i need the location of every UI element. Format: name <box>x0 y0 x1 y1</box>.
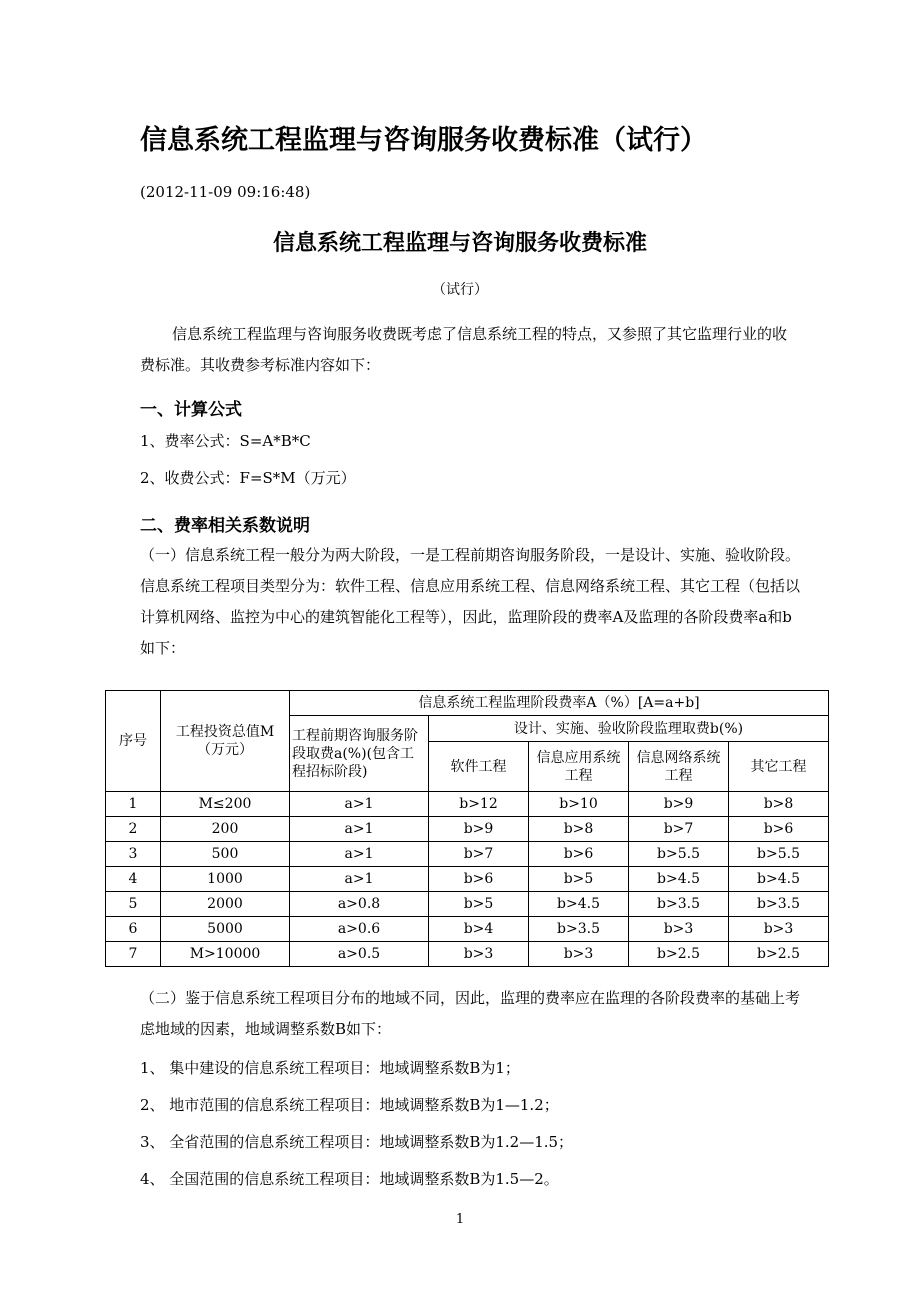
section-1-title: 一、计算公式 <box>140 400 242 420</box>
section-2-paragraph-1: （一）信息系统工程一般分为两大阶段，一是工程前期咨询服务阶段，一是设计、实施、验收阶段。信息系统工程项目类型分为：软件工程、信息应用系统工程、信息网络系统工程、其它工程（包括以计算机网络、监控为中心的建筑智能化工程等），因此，监理阶段的费率A及监理的各阶段费率a和b如下： <box>140 546 801 657</box>
table-cell: 500 <box>161 842 290 867</box>
document-title: 信息系统工程监理与咨询服务收费标准（试行） <box>140 125 707 156</box>
table-cell: b>4.5 <box>729 867 829 892</box>
table-cell: 6 <box>106 917 161 942</box>
intro-paragraph: 信息系统工程监理与咨询服务收费既考虑了信息系统工程的特点，又参照了其它监理行业的收费标准。其收费参考标准内容如下： <box>140 325 788 374</box>
table-row <box>106 792 829 817</box>
table-cell: b>4.5 <box>529 892 629 917</box>
table-row <box>106 892 829 917</box>
table-row <box>106 867 829 892</box>
table-row <box>106 917 829 942</box>
table-cell: b>5.5 <box>629 842 729 867</box>
region-item-2: 2、 地市范围的信息系统工程项目：地域调整系数B为1—1.2； <box>140 1096 559 1114</box>
table-cell: b>5 <box>529 867 629 892</box>
table-cell: b>12 <box>429 792 529 817</box>
table-cell: b>3.5 <box>529 917 629 942</box>
table-cell: b>5.5 <box>729 842 829 867</box>
table-cell: b>9 <box>629 792 729 817</box>
table-cell: 2 <box>106 817 161 842</box>
main-heading: 信息系统工程监理与咨询服务收费标准 <box>272 231 647 256</box>
table-cell: b>3.5 <box>729 892 829 917</box>
table-cell: b>10 <box>529 792 629 817</box>
table-cell: b>3 <box>429 942 529 967</box>
region-item-1: 1、 集中建设的信息系统工程项目：地域调整系数B为1； <box>140 1059 520 1077</box>
table-cell: b>9 <box>429 817 529 842</box>
table-cell: b>6 <box>429 867 529 892</box>
sub-heading: （试行） <box>432 282 488 298</box>
region-item-3: 3、 全省范围的信息系统工程项目：地域调整系数B为1.2—1.5； <box>140 1133 574 1151</box>
table-cell: b>3 <box>629 917 729 942</box>
table-cell: 7 <box>106 942 161 967</box>
table-cell: b>6 <box>529 842 629 867</box>
table-cell: 2000 <box>161 892 290 917</box>
table-row <box>106 842 829 867</box>
table-cell: b>3.5 <box>629 892 729 917</box>
formula-1: 1、费率公式：S=A*B*C <box>140 432 311 450</box>
table-cell: b>7 <box>429 842 529 867</box>
table-cell: b>4.5 <box>629 867 729 892</box>
table-cell: b>2.5 <box>729 942 829 967</box>
table-cell: b>4 <box>429 917 529 942</box>
table-cell: b>2.5 <box>629 942 729 967</box>
table-cell: a>0.5 <box>290 942 429 967</box>
table-cell: b>3 <box>529 942 629 967</box>
table-cell: a>1 <box>290 842 429 867</box>
table-cell: 1 <box>106 792 161 817</box>
table-cell: 4 <box>106 867 161 892</box>
table-cell: b>8 <box>729 792 829 817</box>
table-cell: 5 <box>106 892 161 917</box>
table-cell: b>5 <box>429 892 529 917</box>
header-design-stage: 设计、实施、验收阶段监理取费b(%) <box>429 716 829 742</box>
header-rate: 信息系统工程监理阶段费率A（%）[A=a+b] <box>290 691 829 716</box>
table-cell: a>0.6 <box>290 917 429 942</box>
table-cell: a>1 <box>290 867 429 892</box>
table-cell: 1000 <box>161 867 290 892</box>
header-pre-stage: 工程前期咨询服务阶段取费a(%)(包含工程招标阶段) <box>290 716 429 792</box>
section-2-paragraph-2: （二）鉴于信息系统工程项目分布的地域不同，因此，监理的费率应在监理的各阶段费率的基础上考虑地域的因素，地域调整系数B如下： <box>140 989 801 1038</box>
region-item-4: 4、 全国范围的信息系统工程项目：地域调整系数B为1.5—2。 <box>140 1170 559 1188</box>
table-cell: M>10000 <box>161 942 290 967</box>
table-cell: b>3 <box>729 917 829 942</box>
table-cell: b>8 <box>529 817 629 842</box>
fee-rate-table <box>105 690 829 967</box>
table-cell: a>1 <box>290 792 429 817</box>
publish-date: (2012-11-09 09:16:48) <box>140 183 311 201</box>
formula-2: 2、收费公式：F=S*M（万元） <box>140 469 356 487</box>
table-cell: 5000 <box>161 917 290 942</box>
table-cell: a>1 <box>290 817 429 842</box>
header-invest: 工程投资总值M（万元） <box>161 691 290 792</box>
table-cell: M≤200 <box>161 792 290 817</box>
table-row <box>106 817 829 842</box>
header-app-system: 信息应用系统工程 <box>529 742 629 792</box>
section-2-title: 二、费率相关系数说明 <box>140 516 310 536</box>
table-cell: b>6 <box>729 817 829 842</box>
table-cell: 3 <box>106 842 161 867</box>
header-software: 软件工程 <box>429 742 529 792</box>
table-cell: a>0.8 <box>290 892 429 917</box>
header-seq: 序号 <box>106 691 161 792</box>
table-cell: b>7 <box>629 817 729 842</box>
table-row <box>106 942 829 967</box>
page-number: 1 <box>455 1212 465 1227</box>
header-other: 其它工程 <box>729 742 829 792</box>
table-cell: 200 <box>161 817 290 842</box>
header-network-system: 信息网络系统工程 <box>629 742 729 792</box>
